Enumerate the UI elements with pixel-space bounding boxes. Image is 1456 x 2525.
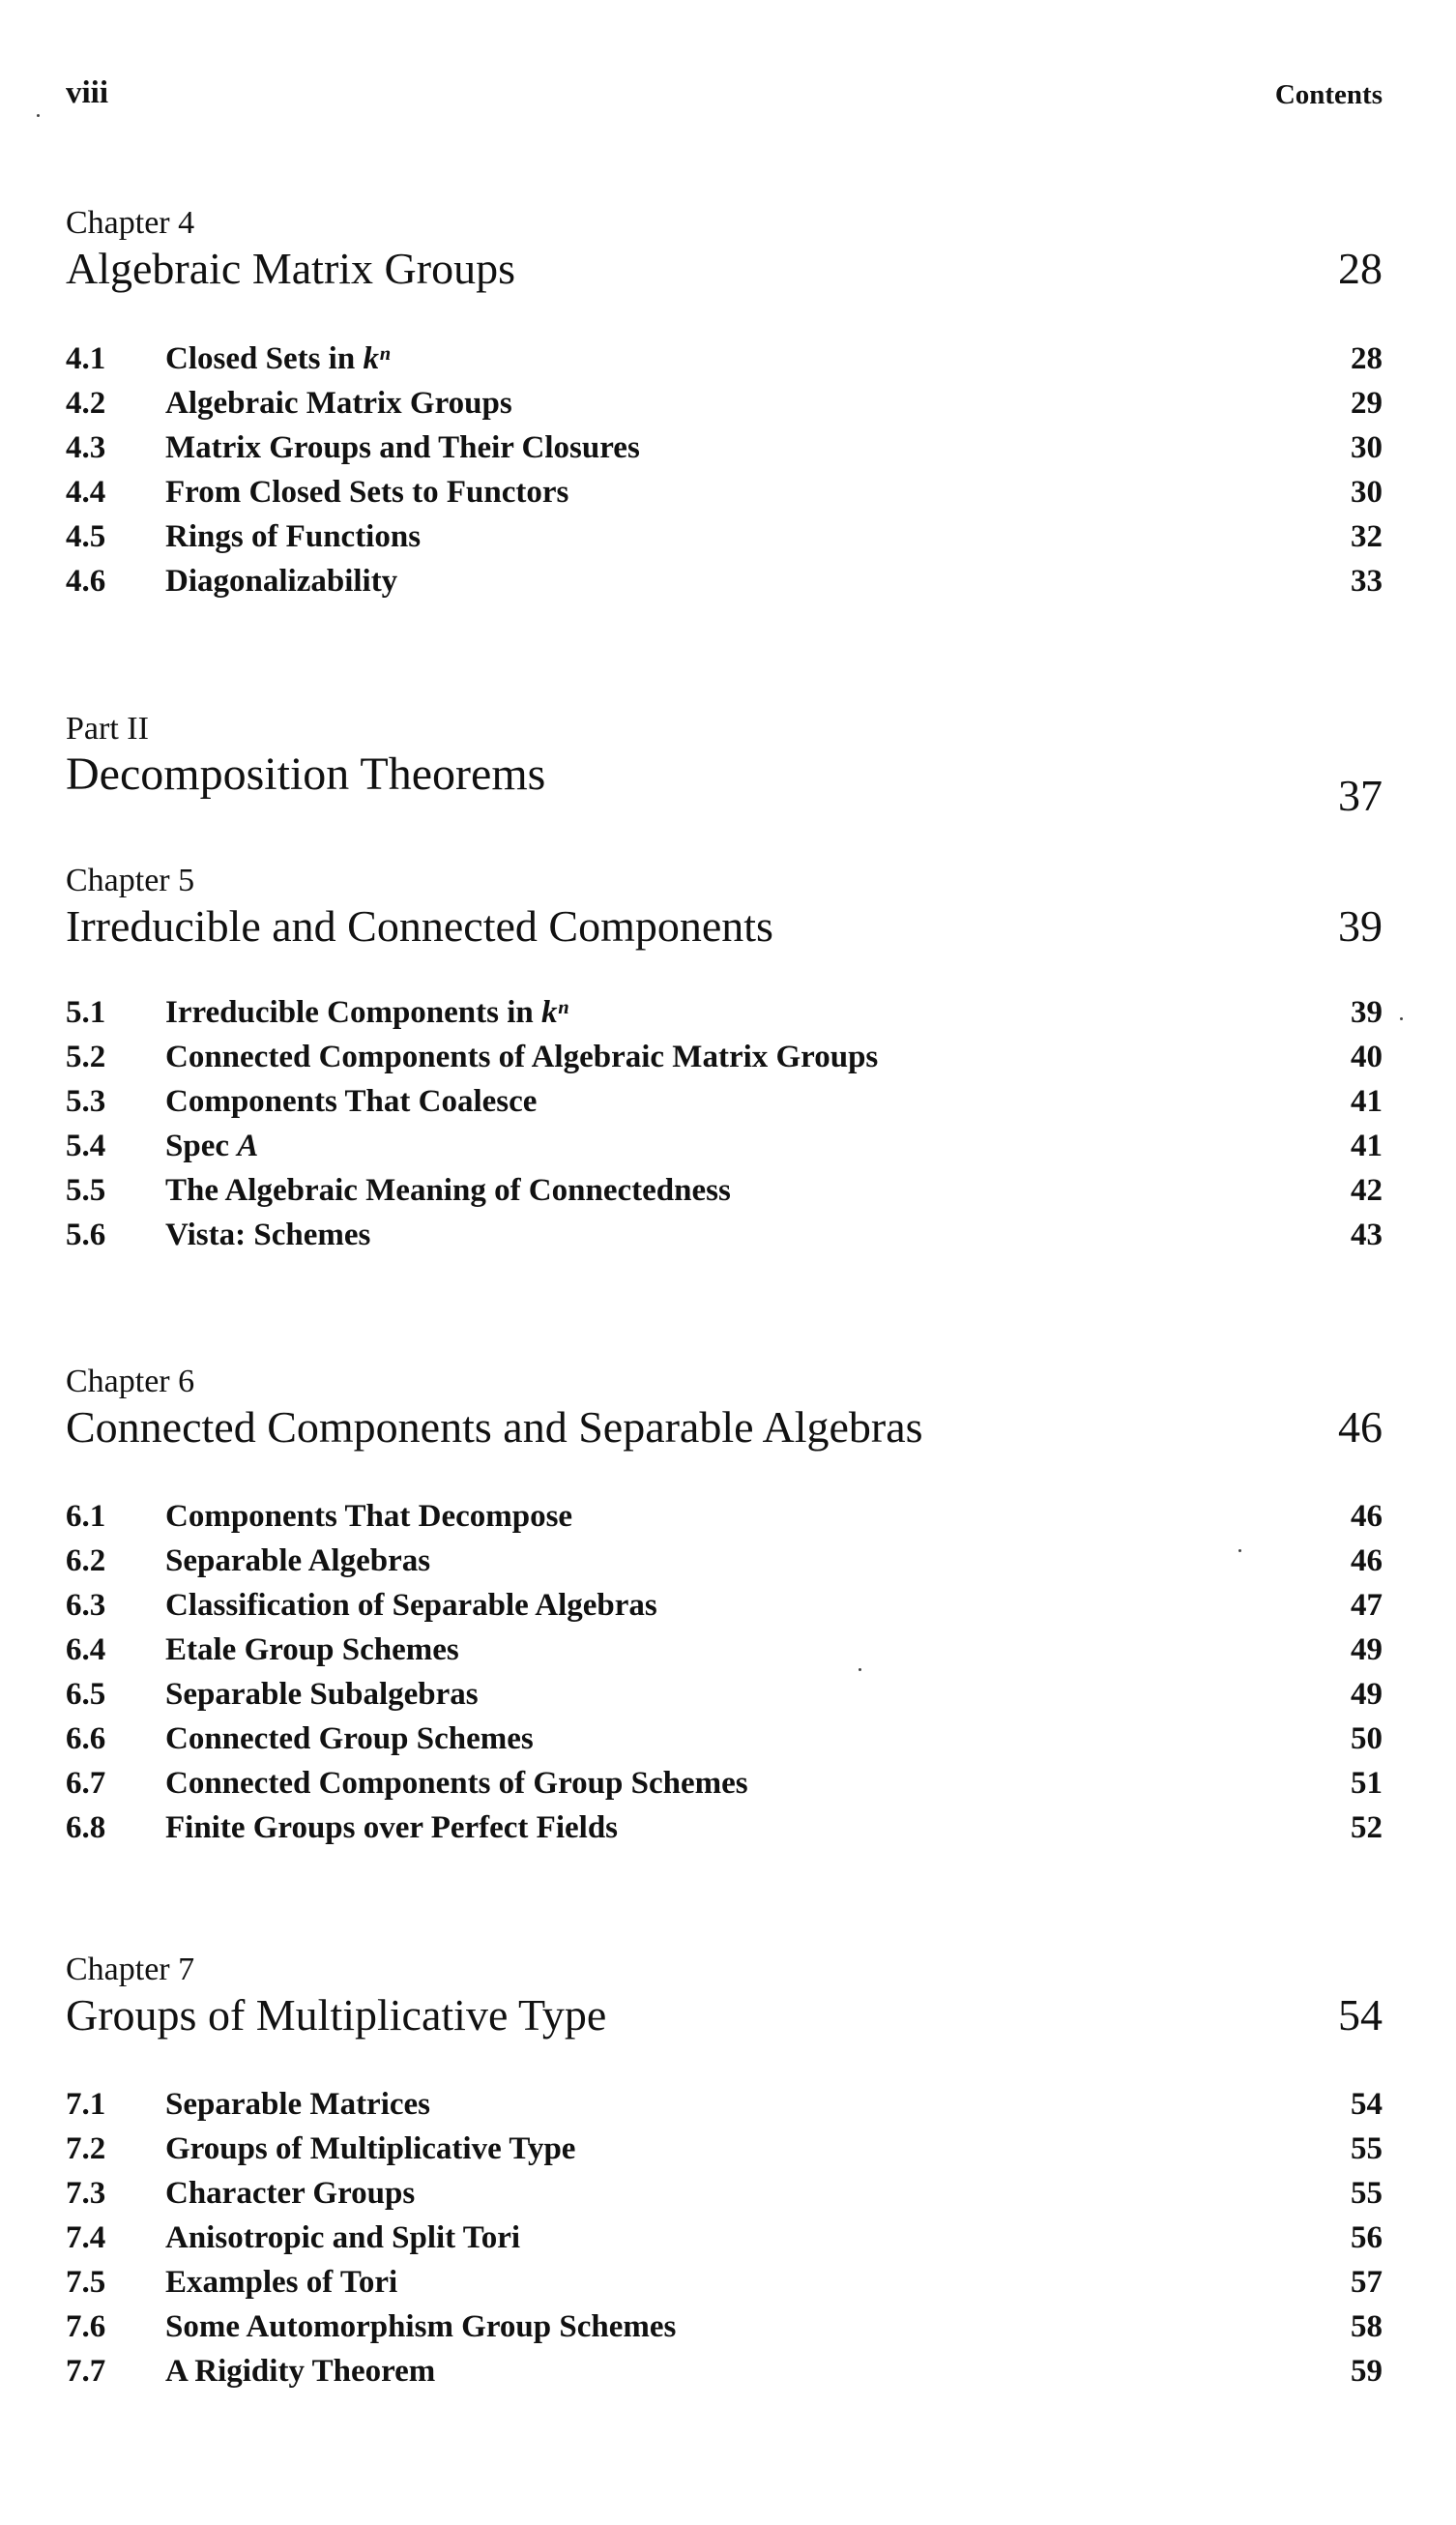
section-number: 7.6 — [66, 2309, 106, 2344]
toc-entry — [66, 1079, 1383, 1124]
chapter-label: Chapter 7 — [66, 1952, 195, 1987]
toc-entry — [66, 2305, 1383, 2349]
math-symbol: A — [237, 1129, 259, 1163]
section-number: 7.1 — [66, 2087, 106, 2122]
section-number: 7.5 — [66, 2265, 106, 2300]
section-number: 5.5 — [66, 1173, 106, 1208]
section-number: 7.4 — [66, 2220, 106, 2255]
section-title: Some Automorphism Group Schemes — [165, 2309, 677, 2344]
section-page: 43 — [1351, 1218, 1383, 1252]
chapter-5-sections — [66, 990, 1383, 1257]
section-page: 49 — [1351, 1632, 1383, 1667]
section-title: Connected Group Schemes — [165, 1721, 534, 1756]
chapter-label: Chapter 4 — [66, 205, 195, 241]
section-number: 4.6 — [66, 564, 106, 599]
section-page: 57 — [1351, 2265, 1383, 2300]
section-number: 6.3 — [66, 1588, 106, 1623]
toc-entry — [66, 1672, 1383, 1717]
chapter-page: 28 — [1338, 244, 1383, 293]
section-page: 54 — [1351, 2087, 1383, 2122]
toc-entry — [66, 1761, 1383, 1806]
toc-entry — [66, 2349, 1383, 2393]
section-number: 5.2 — [66, 1040, 106, 1074]
toc-entry — [66, 470, 1383, 514]
section-page: 50 — [1351, 1721, 1383, 1756]
section-title: Connected Components of Algebraic Matrix Groups — [165, 1040, 879, 1074]
part-label: Part II — [66, 711, 149, 747]
section-page: 59 — [1351, 2354, 1383, 2389]
section-title: Character Groups — [165, 2176, 416, 2211]
toc-entry — [66, 1494, 1383, 1539]
section-title: Vista: Schemes — [165, 1218, 371, 1252]
toc-entry — [66, 2171, 1383, 2216]
section-page: 29 — [1351, 386, 1383, 421]
section-number: 5.3 — [66, 1084, 106, 1119]
toc-entry — [66, 1168, 1383, 1213]
section-title: Connected Components of Group Schemes — [165, 1766, 748, 1801]
section-number: 5.1 — [66, 995, 106, 1030]
section-title: Separable Algebras — [165, 1543, 431, 1578]
section-title: Diagonalizability — [165, 564, 398, 599]
toc-entry — [66, 2082, 1383, 2127]
section-page: 30 — [1351, 430, 1383, 465]
section-number: 6.5 — [66, 1677, 106, 1712]
chapter-4-heading — [66, 205, 1383, 296]
page-number: viii — [66, 75, 109, 110]
toc-entry — [66, 1539, 1383, 1583]
scan-speck — [1238, 1549, 1241, 1552]
section-page: 32 — [1351, 519, 1383, 554]
section-title: Etale Group Schemes — [165, 1632, 459, 1667]
section-title: Anisotropic and Split Tori — [165, 2220, 521, 2255]
section-page: 42 — [1351, 1173, 1383, 1208]
section-title: Spec A — [165, 1129, 259, 1163]
section-page: 55 — [1351, 2176, 1383, 2211]
section-title: Separable Subalgebras — [165, 1677, 479, 1712]
section-page: 56 — [1351, 2220, 1383, 2255]
section-title: Groups of Multiplicative Type — [165, 2131, 576, 2166]
toc-entry — [66, 337, 1383, 381]
section-number: 4.3 — [66, 430, 106, 465]
toc-entry — [66, 1806, 1383, 1850]
chapter-label: Chapter 6 — [66, 1364, 195, 1399]
section-title: Components That Coalesce — [165, 1084, 538, 1119]
chapter-title: Groups of Multiplicative Type — [66, 1990, 607, 2040]
section-page: 46 — [1351, 1499, 1383, 1534]
section-number: 5.4 — [66, 1129, 106, 1163]
section-title: Algebraic Matrix Groups — [165, 386, 512, 421]
toc-entry — [66, 1124, 1383, 1168]
section-title: From Closed Sets to Functors — [165, 475, 569, 510]
section-page: 52 — [1351, 1810, 1383, 1845]
section-number: 6.8 — [66, 1810, 106, 1845]
section-page: 47 — [1351, 1588, 1383, 1623]
section-number: 6.2 — [66, 1543, 106, 1578]
toc-entry — [66, 2260, 1383, 2305]
chapter-7-sections — [66, 2082, 1383, 2393]
section-title: Components That Decompose — [165, 1499, 573, 1534]
toc-entry — [66, 2216, 1383, 2260]
toc-entry — [66, 1035, 1383, 1079]
chapter-4-sections — [66, 337, 1383, 603]
section-page: 28 — [1351, 341, 1383, 376]
toc-entry — [66, 2127, 1383, 2171]
scan-speck — [859, 1668, 861, 1671]
section-title: Separable Matrices — [165, 2087, 431, 2122]
section-page: 30 — [1351, 475, 1383, 510]
section-title: Irreducible Components in kⁿ — [165, 995, 568, 1030]
section-number: 6.4 — [66, 1632, 106, 1667]
section-number: 4.5 — [66, 519, 106, 554]
toc-entry — [66, 990, 1383, 1035]
section-number: 7.7 — [66, 2354, 106, 2389]
toc-entry — [66, 1583, 1383, 1628]
section-page: 51 — [1351, 1766, 1383, 1801]
math-symbol: kⁿ — [363, 341, 391, 376]
toc-entry — [66, 1213, 1383, 1257]
chapter-page: 46 — [1338, 1402, 1383, 1452]
section-page: 40 — [1351, 1040, 1383, 1074]
section-number: 7.2 — [66, 2131, 106, 2166]
scan-speck — [1400, 1017, 1403, 1020]
toc-entry — [66, 426, 1383, 470]
chapter-title: Connected Components and Separable Algebras — [66, 1402, 923, 1452]
section-page: 58 — [1351, 2309, 1383, 2344]
section-number: 5.6 — [66, 1218, 106, 1252]
section-number: 4.1 — [66, 341, 106, 376]
section-title: Finite Groups over Perfect Fields — [165, 1810, 619, 1845]
section-number: 4.4 — [66, 475, 106, 510]
section-page: 49 — [1351, 1677, 1383, 1712]
chapter-5-heading — [66, 863, 1383, 954]
part-page: 37 — [1338, 771, 1383, 820]
part-2-heading — [66, 711, 1383, 820]
scan-speck — [37, 114, 40, 117]
section-number: 6.1 — [66, 1499, 106, 1534]
section-title: Rings of Functions — [165, 519, 422, 554]
toc-entry — [66, 1717, 1383, 1761]
chapter-7-heading — [66, 1952, 1383, 2042]
section-page: 46 — [1351, 1543, 1383, 1578]
section-page: 33 — [1351, 564, 1383, 599]
math-symbol: kⁿ — [541, 995, 568, 1030]
section-title: The Algebraic Meaning of Connectedness — [165, 1173, 731, 1208]
section-title: A Rigidity Theorem — [165, 2354, 436, 2389]
part-title: Decomposition Theorems — [66, 749, 546, 800]
chapter-6-sections — [66, 1494, 1383, 1850]
toc-entry — [66, 559, 1383, 603]
toc-page — [66, 0, 1383, 2525]
running-head — [66, 75, 1383, 114]
section-page: 41 — [1351, 1084, 1383, 1119]
chapter-title: Algebraic Matrix Groups — [66, 244, 515, 293]
toc-entry — [66, 1628, 1383, 1672]
chapter-label: Chapter 5 — [66, 863, 195, 898]
chapter-page: 39 — [1338, 901, 1383, 951]
section-number: 7.3 — [66, 2176, 106, 2211]
section-number: 6.6 — [66, 1721, 106, 1756]
section-number: 4.2 — [66, 386, 106, 421]
section-title: Matrix Groups and Their Closures — [165, 430, 640, 465]
section-title: Closed Sets in kⁿ — [165, 341, 391, 376]
section-page: 41 — [1351, 1129, 1383, 1163]
section-page: 55 — [1351, 2131, 1383, 2166]
section-page: 39 — [1351, 995, 1383, 1030]
section-title: Classification of Separable Algebras — [165, 1588, 657, 1623]
chapter-6-heading — [66, 1364, 1383, 1454]
chapter-title: Irreducible and Connected Components — [66, 901, 773, 951]
toc-entry — [66, 514, 1383, 559]
toc-entry — [66, 381, 1383, 426]
section-title: Examples of Tori — [165, 2265, 398, 2300]
chapter-page: 54 — [1338, 1990, 1383, 2040]
running-title: Contents — [1274, 79, 1383, 110]
section-number: 6.7 — [66, 1766, 106, 1801]
